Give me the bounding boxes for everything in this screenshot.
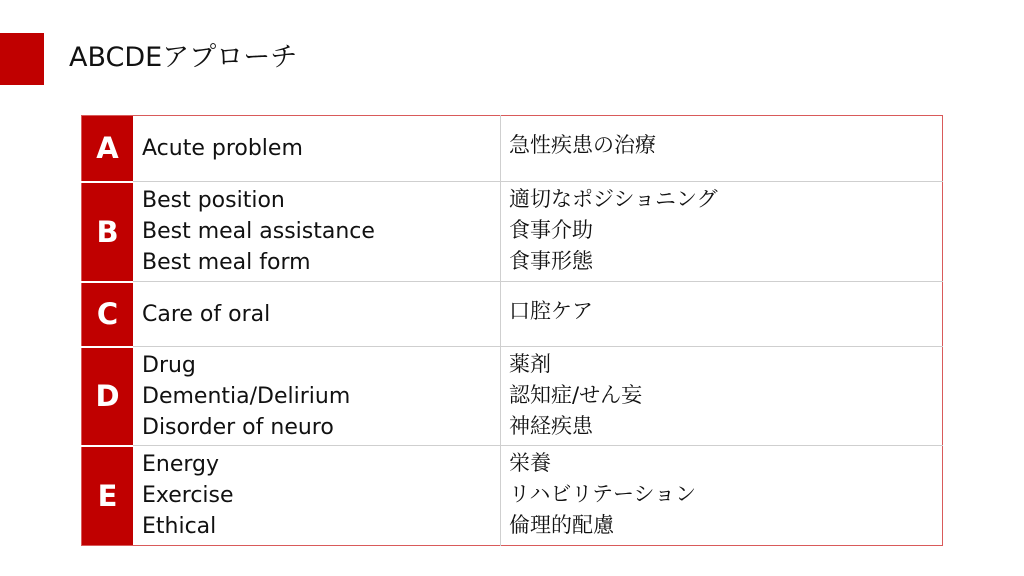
abcde-table — [81, 115, 943, 546]
english-term: Exercise — [142, 483, 234, 508]
japanese-term: 栄養 — [509, 451, 551, 475]
row-letter: B — [82, 182, 134, 282]
english-cell — [133, 282, 501, 347]
japanese-term: 口腔ケア — [509, 299, 593, 323]
japanese-term: 認知症/せん妄 — [509, 383, 643, 407]
english-term: Best meal assistance — [142, 219, 375, 244]
table-row — [82, 347, 943, 446]
english-cell — [133, 347, 501, 446]
japanese-term: 神経疾患 — [509, 414, 593, 438]
japanese-term: 薬剤 — [509, 352, 551, 376]
english-term: Care of oral — [142, 301, 271, 327]
row-letter: A — [82, 116, 134, 182]
table-row — [82, 282, 943, 347]
japanese-term: 倫理的配慮 — [509, 513, 614, 537]
table-row — [82, 446, 943, 546]
japanese-term: 食事介助 — [509, 218, 593, 242]
title-accent-bar — [0, 33, 44, 85]
english-term: Energy — [142, 452, 220, 477]
english-term: Disorder of neuro — [142, 414, 334, 440]
japanese-term: 急性疾患の治療 — [509, 133, 656, 157]
english-cell — [133, 182, 501, 282]
row-letter: C — [82, 282, 134, 347]
table-row — [82, 116, 943, 182]
english-cell — [133, 446, 501, 546]
japanese-cell — [501, 116, 943, 182]
japanese-cell — [501, 182, 943, 282]
english-term: Best meal form — [142, 250, 311, 275]
english-term: Drug — [142, 352, 196, 378]
english-term: Best position — [142, 188, 285, 213]
table-row — [82, 182, 943, 282]
english-term: Dementia/Delirium — [142, 383, 351, 409]
japanese-term: 適切なポジショニング — [509, 187, 718, 211]
row-letter: E — [82, 446, 134, 546]
english-term: Acute problem — [142, 136, 303, 161]
japanese-cell — [501, 347, 943, 446]
japanese-cell — [501, 446, 943, 546]
japanese-term: 食事形態 — [509, 249, 593, 273]
english-term: Ethical — [142, 514, 217, 539]
japanese-cell — [501, 282, 943, 347]
row-letter: D — [82, 347, 134, 446]
japanese-term: リハビリテーション — [509, 482, 697, 506]
slide-title: ABCDEアプローチ — [69, 42, 298, 73]
english-cell — [133, 116, 501, 182]
